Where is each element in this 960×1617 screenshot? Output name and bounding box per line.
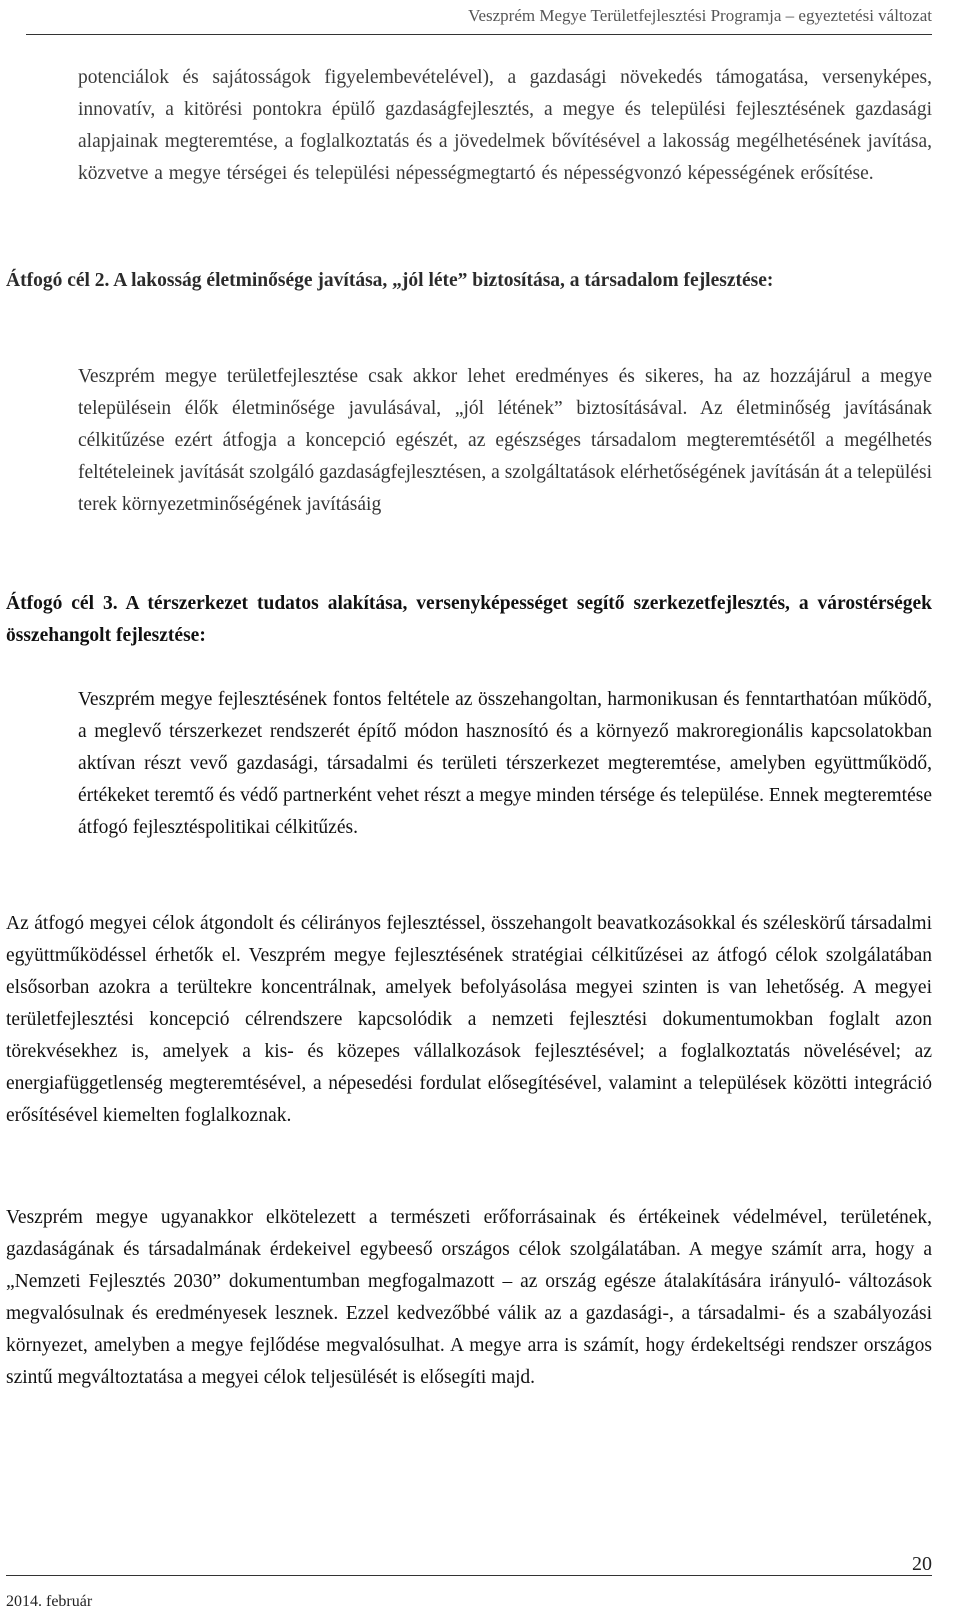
body-paragraph-1: Az átfogó megyei célok átgondolt és célirányos fejlesztéssel, összehangolt beavatkozásokkal és széleskörű társadalmi együttműködéssel érhetők el. Veszprém megye fejlesztésének stratégiai célkitűzései az átfogó célok szolgálatában elsősorban azokra a terültekre koncentrálnak, amelyek befolyásolása megyei szinten is van lehetőség. A megyei területfejlesztési koncepció célrendszere kapcsolódik a nemzeti fejlesztési dokumentumokban foglalt azon törekvésekhez is, amelyek a kis- és közepes vállalkozások fejlesztésével; a foglalkoztatás növelésével; az energiafüggetlenség megteremtésével, a népesedési fordulat elősegítésével, valamint a települések közötti integráció erősítésével kiemelten foglalkoznak. xyxy=(6,913,932,1126)
continuation-paragraph: potenciálok és sajátosságok figyelembevételével), a gazdasági növekedés támogatása, versenyképes, innovatív, a kitörési pontokra épülő gazdaságfejlesztés, a megye és települési fejlesztésének gazdasági alapjainak megteremtése, a foglalkoztatás és a jövedelmek bővítésével a lakosság megélhetésének javítása, közvetve a megye térségei és települési népességmegtartó és népességvonzó képességének erősítése. xyxy=(78,67,932,184)
goal-3-paragraph: Veszprém megye fejlesztésének fontos feltétele az összehangoltan, harmonikusan és fenntarthatóan működő, a meglevő térszerkezet rendszerét építő módon hasznosító és a környező makroregionális kapcsolatokban aktívan részt vevő gazdasági, társadalmi és területi térszerkezet megteremtése, amelyben együttműködő, értékeket teremtő és védő partnerként vehet részt a megye minden térsége és települése. Ennek megteremtése átfogó fejlesztéspolitikai célkitűzés. xyxy=(78,689,932,838)
document-title: Veszprém Megye Területfejlesztési Programja – egyeztetési változat xyxy=(468,6,932,25)
goal-2-heading: Átfogó cél 2. A lakosság életminősége javítása, „jól léte” biztosítása, a társadalom fejlesztése: xyxy=(6,270,774,291)
header-divider xyxy=(26,34,932,35)
page-header xyxy=(0,0,960,42)
goal-3-heading: Átfogó cél 3. A térszerkezet tudatos alakítása, versenyképességet segítő szerkezetfejlesztés, a várostérségek összehangolt fejlesztése: xyxy=(6,593,932,646)
goal-2-paragraph: Veszprém megye területfejlesztése csak akkor lehet eredményes és sikeres, ha az hozzájárul a megye településein élők életminősége javulásával, „jól létének” biztosításával. Az életminőség javításának célkitűzése ezért átfogja a koncepció egészét, az egészséges társadalom megteremtésétől a megélhetés feltételeinek javítását szolgáló gazdaságfejlesztésen, a szolgáltatások elérhetőségének javításán át a települési terek környezetminőségének javításáig xyxy=(78,366,932,515)
page-number: 20 xyxy=(912,1553,932,1575)
body-paragraph-2: Veszprém megye ugyanakkor elkötelezett a természeti erőforrásainak és értékeinek védelmével, területének, gazdaságának és társadalmának érdekeivel egybeeső országos célok szolgálatában. A megye számít arra, hogy a „Nemzeti Fejlesztés 2030” dokumentumban megfogalmazott – az ország egésze átalakítására irányuló- változások megvalósulnak és eredményesek lesznek. Ezzel kedvezőbbé válik az a gazdasági-, a társadalmi- és a szabályozási környezet, amelyben a megye fejlődése megvalósulhat. A megye arra is számít, hogy érdekeltségi rendszer országos szintű megváltoztatása a megyei célok teljesülését is elősegíti majd. xyxy=(6,1207,932,1388)
footer-date: 2014. február xyxy=(6,1593,93,1610)
footer-divider xyxy=(6,1575,932,1576)
